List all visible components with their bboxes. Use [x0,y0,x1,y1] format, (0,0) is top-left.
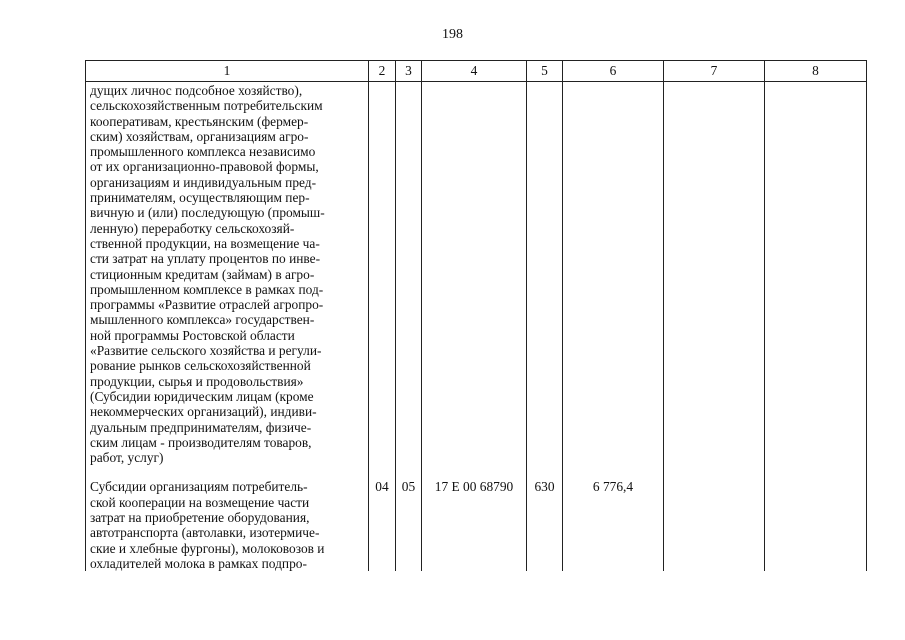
description-line: ские и хлебные фургоны), молоковозов и [90,540,325,556]
description-line: некоммерческих организаций), индиви- [90,404,317,420]
description-line: кооперативам, крестьянским (фермер- [90,113,309,129]
description-line: ленную) переработку сельскохозяй- [90,220,295,236]
cell-amount-3 [765,82,867,471]
cell-target-article: 17 Е 00 68790 [422,470,527,571]
column-header-6: 6 [563,61,664,82]
cell-amount-2 [664,470,765,571]
table-row [86,470,867,571]
description-line: вичную и (или) последующую (промыш- [90,205,325,221]
table-row [86,82,867,471]
description-line: затрат на приобретение оборудования, [90,510,310,526]
column-header-1: 1 [86,61,369,82]
description-line: промышленном комплексе в рамках под- [90,281,324,297]
column-header-4: 4 [422,61,527,82]
description-line: сельскохозяйственным потребительским [90,98,323,114]
column-header-8: 8 [765,61,867,82]
description-line: автотранспорта (автолавки, изотермиче- [90,525,320,541]
column-header-3: 3 [396,61,422,82]
description-line: (Субсидии юридическим лицам (кроме [90,388,314,404]
column-header-5: 5 [527,61,563,82]
header-row [86,61,867,82]
description-line: ским лицам - производителям товаров, [90,434,312,450]
description-line: стиционным кредитам (займам) в агро- [90,266,315,282]
description-line: дуальным предпринимателям, физиче- [90,419,312,435]
description-line: ственной продукции, на возмещение ча- [90,235,320,251]
description-line: организациям и индивидуальным пред- [90,174,317,190]
row-description [86,82,369,471]
description-line: ской кооперации на возмещение части [90,494,310,510]
cell-target-article [422,82,527,471]
description-line: дущих личнос подсобное хозяйство), [90,83,303,98]
description-line: работ, услуг) [90,450,164,466]
description-line: мышленного комплекса» государствен- [90,312,315,328]
column-header-7: 7 [664,61,765,82]
table-header [86,61,867,82]
description-line: Субсидии организациям потребитель- [90,479,308,495]
cell-section: 04 [369,470,396,571]
cell-amount-1: 6 776,4 [563,470,664,571]
description-line: рование рынков сельскохозяйственной [90,358,311,374]
row-description [86,470,369,571]
cell-section [369,82,396,471]
table-body [86,82,867,572]
description-line: принимателям, осуществляющим пер- [90,190,310,206]
description-line: ной программы Ростовской области [90,327,295,343]
cell-expense-type [527,82,563,471]
description-line: промышленного комплекса независимо [90,144,316,160]
cell-amount-1 [563,82,664,471]
cell-amount-2 [664,82,765,471]
cell-amount-3 [765,470,867,571]
description-line: «Развитие сельского хозяйства и регули- [90,343,322,359]
page-number: 198 [442,27,463,42]
description-line: программы «Развитие отраслей агропро- [90,297,324,313]
description-line: продукции, сырья и продовольствия» [90,373,304,389]
description-line: охладителей молока в рамках подпро- [90,555,307,571]
budget-table [85,60,867,571]
cell-subsection: 05 [396,470,422,571]
cell-subsection [396,82,422,471]
description-line: ским) хозяйствам, организациям агро- [90,128,309,144]
description-line: сти затрат на уплату процентов по инве- [90,251,321,267]
cell-expense-type: 630 [527,470,563,571]
description-line: от их организационно-правовой формы, [90,159,319,175]
column-header-2: 2 [369,61,396,82]
